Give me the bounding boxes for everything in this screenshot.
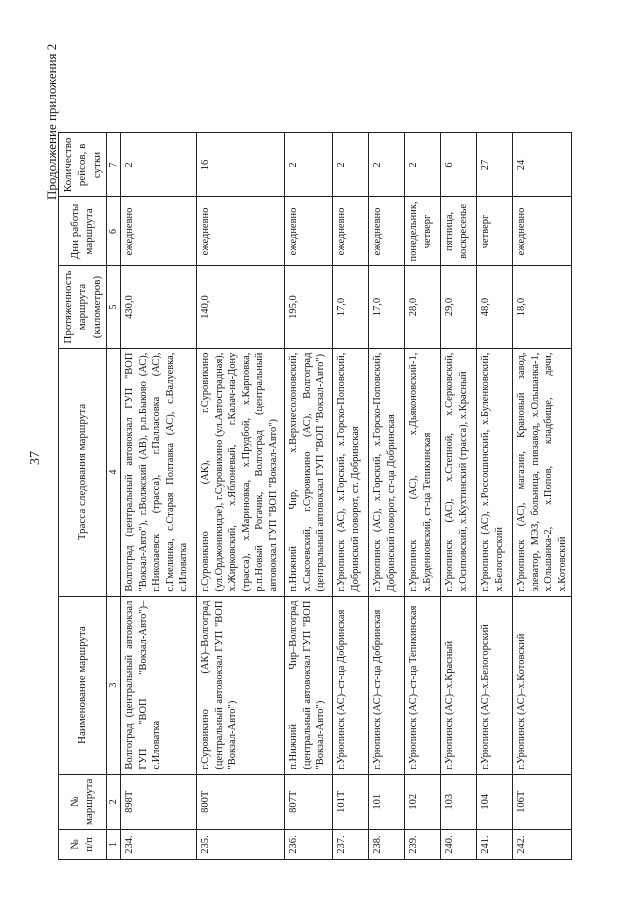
table-row: [404, 133, 440, 860]
route-path: г.Урюпинск (АС), х.Россошинский, х.Буленковский, х.Белогорский: [476, 348, 512, 596]
route-path: г.Урюпинск (АС), х.Горский, х.Горско-Поповский, Добринский поворот, ст-ца Добринская: [368, 348, 404, 596]
header-cell: Наименование маршрута: [59, 596, 107, 774]
route-path: г.Урюпинск (АС), х.Степной, х.Серковский, х.Осиповский, х.Кухтинский (трасса), х.Красный: [440, 348, 476, 596]
route-number: 807Т: [284, 774, 332, 829]
table-row: [120, 133, 196, 860]
route-number: 101: [368, 774, 404, 829]
operating-days: ежедневно: [512, 197, 572, 266]
row-index: 238.: [368, 830, 404, 860]
column-number-row: [106, 133, 120, 860]
row-index: 235.: [196, 830, 284, 860]
trips-per-day: 2: [120, 133, 196, 197]
route-path: г.Урюпинск (АС), магазин, Крановый завод, элеватор, МЭЗ, больница, пивзавод, х.Ольшанка-1, х.Ольшанка-2, х.Попов, кладбище, дачи, х.Котовский: [512, 348, 572, 596]
row-index: 236.: [284, 830, 332, 860]
column-number: 7: [106, 133, 120, 197]
route-number: 104: [476, 774, 512, 829]
header-cell: Протяженность маршрута (километров): [59, 266, 107, 348]
trips-per-day: 2: [404, 133, 440, 197]
row-index: 239.: [404, 830, 440, 860]
route-path: г.Суровикино (АК), г.Суровикино (ул.Орджоникидзе), г.Суровикино (ул.Автострадная), х.Жирковский, х.Яблоневый, г.Калач-на-Дону (трасса), х.Мариновка, х.Прудбой, х.Карповка, р.п.Новый Рогачик, Волгоград (центральный автовокзал ГУП "ВОП "Вокзал-Авто"): [196, 348, 284, 596]
route-length: 140,0: [196, 266, 284, 348]
route-length: 17,0: [332, 266, 368, 348]
routes-table: [58, 132, 572, 860]
table-row: [284, 133, 332, 860]
operating-days: ежедневно: [120, 197, 196, 266]
route-path: п.Нижний Чир, х.Верхнесолоновский, х.Сысоевский, г.Суровикино (АС), Волгоград (центральный автовокзал ГУП "ВОП "Вокзал-Авто"): [284, 348, 332, 596]
route-name: г.Урюпинск (АС)–х.Красный: [440, 596, 476, 774]
table-row: [512, 133, 572, 860]
table-row: [332, 133, 368, 860]
route-length: 29,0: [440, 266, 476, 348]
row-index: 237.: [332, 830, 368, 860]
column-number: 6: [106, 197, 120, 266]
row-index: 241.: [476, 830, 512, 860]
route-path: г.Урюпинск (АС), х.Дьяконовский-1, х.Буденновский, ст-ца Тепикинская: [404, 348, 440, 596]
trips-per-day: 24: [512, 133, 572, 197]
header-row: [59, 133, 107, 860]
route-name: Волгоград (центральный автовокзал ГУП "ВОП "Вокзал-Авто")–с.Иловатка: [120, 596, 196, 774]
route-number: 800Т: [196, 774, 284, 829]
operating-days: ежедневно: [196, 197, 284, 266]
operating-days: ежедневно: [284, 197, 332, 266]
route-length: 430,0: [120, 266, 196, 348]
route-number: 101Т: [332, 774, 368, 829]
table-row: [476, 133, 512, 860]
column-number: 4: [106, 348, 120, 596]
trips-per-day: 6: [440, 133, 476, 197]
route-number: 106Т: [512, 774, 572, 829]
column-number: 3: [106, 596, 120, 774]
operating-days: ежедневно: [368, 197, 404, 266]
table-row: [196, 133, 284, 860]
header-cell: № маршрута: [59, 774, 107, 829]
route-path: г.Урюпинск (АС), х.Горский, х.Горско-Поповский, Добринский поворот, ст. Добринская: [332, 348, 368, 596]
route-name: г.Урюпинск (АС)–ст-ца Добринская: [332, 596, 368, 774]
header-cell: № п/п: [59, 830, 107, 860]
route-name: г.Суровикино (АК)–Волгоград (центральный автовокзал ГУП "ВОП "Вокзал-Авто"): [196, 596, 284, 774]
trips-per-day: 2: [368, 133, 404, 197]
route-number: 898Т: [120, 774, 196, 829]
table-row: [368, 133, 404, 860]
route-length: 195,0: [284, 266, 332, 348]
trips-per-day: 16: [196, 133, 284, 197]
route-name: п.Нижний Чир–Волгоград (центральный автовокзал ГУП "ВОП "Вокзал-Авто"): [284, 596, 332, 774]
route-number: 103: [440, 774, 476, 829]
continuation-label: Продолжение приложения 2: [44, 43, 59, 200]
column-number: 2: [106, 774, 120, 829]
operating-days: пятница, воскресенье: [440, 197, 476, 266]
header-cell: Количество рейсов, в сутки: [59, 133, 107, 197]
column-number: 1: [106, 830, 120, 860]
route-name: г.Урюпинск (АС)–х.Котовский: [512, 596, 572, 774]
route-length: 17,0: [368, 266, 404, 348]
row-index: 240.: [440, 830, 476, 860]
column-number: 5: [106, 266, 120, 348]
trips-per-day: 2: [332, 133, 368, 197]
operating-days: понедельник, четверг: [404, 197, 440, 266]
row-index: 242.: [512, 830, 572, 860]
operating-days: четверг: [476, 197, 512, 266]
route-name: г.Урюпинск (АС)–ст-ца Добринская: [368, 596, 404, 774]
table-row: [440, 133, 476, 860]
route-length: 48,0: [476, 266, 512, 348]
route-length: 18,0: [512, 266, 572, 348]
route-path: Волгоград (центральный автовокзал ГУП "ВОП "Вокзал-Авто"), г.Волжский (АВ), р.п.Быково (АС), г.Николаевск (трасса), г.Палласовка (АС), с.Гмелинка, с.Старая Полтавка (АС), с.Валуевка, с.Иловатка: [120, 348, 196, 596]
trips-per-day: 2: [284, 133, 332, 197]
operating-days: ежедневно: [332, 197, 368, 266]
row-index: 234.: [120, 830, 196, 860]
page-number: 37: [28, 451, 43, 465]
trips-per-day: 27: [476, 133, 512, 197]
route-number: 102: [404, 774, 440, 829]
header-cell: Трасса следования маршрута: [59, 348, 107, 596]
header-cell: Дни работы маршрута: [59, 197, 107, 266]
route-length: 28,0: [404, 266, 440, 348]
route-name: г.Урюпинск (АС)–ст-ца Тепикинская: [404, 596, 440, 774]
route-name: г.Урюпинск (АС)–х.Белогорский: [476, 596, 512, 774]
